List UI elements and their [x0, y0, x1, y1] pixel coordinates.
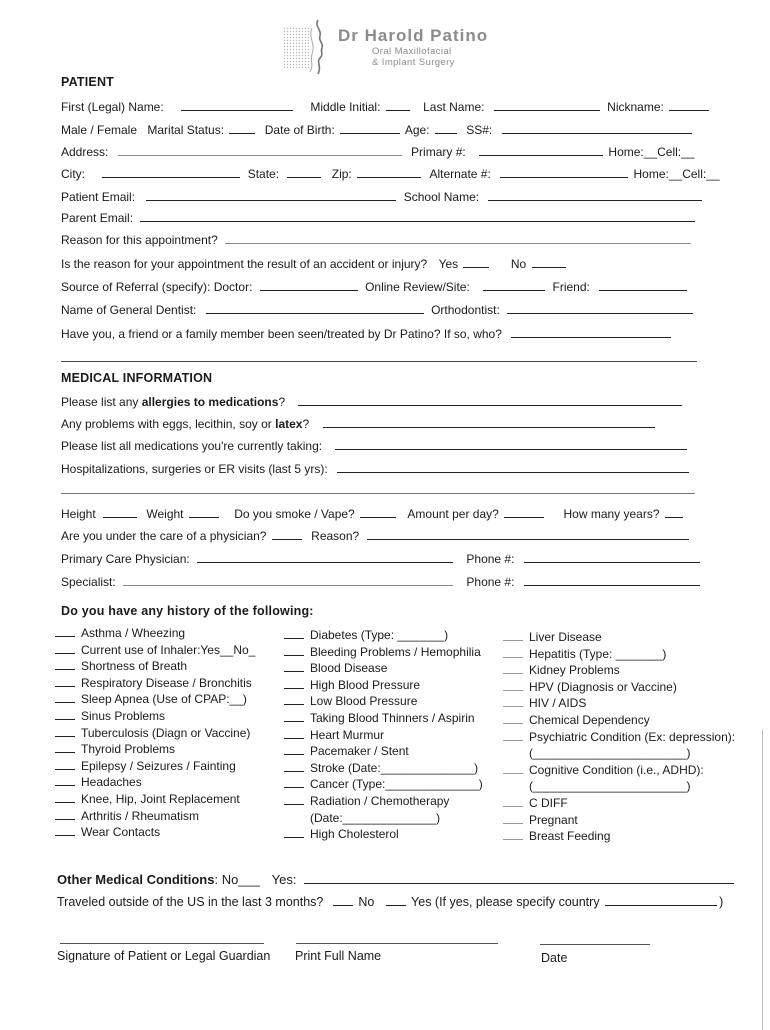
history-item [284, 627, 483, 644]
specialist-phone-field[interactable] [524, 574, 700, 586]
other-yes-label: Yes: [271, 872, 297, 887]
history-checkbox[interactable] [55, 824, 75, 836]
referral-row [61, 279, 689, 294]
travel-close-paren: ) [719, 895, 724, 909]
state-field[interactable] [287, 166, 321, 178]
history-item-label: Diabetes (Type: _______) [310, 628, 449, 642]
history-checkbox[interactable] [55, 774, 75, 786]
history-item-label: (_______________________) [529, 746, 691, 761]
nickname-label: Nickname: [607, 100, 664, 114]
travel-no-field[interactable] [333, 894, 353, 906]
history-item [284, 826, 483, 843]
history-checkbox[interactable] [284, 776, 304, 788]
height-label: Height [61, 507, 96, 521]
latex-row [61, 416, 657, 431]
history-item-label: Chemical Dependency [529, 712, 650, 727]
history-item [55, 675, 255, 692]
history-item-label: Radiation / Chemotherapy [310, 793, 450, 808]
travel-row [57, 894, 723, 909]
reason-row [61, 232, 693, 247]
primary-phone-label: Primary #: [411, 145, 466, 159]
history-checkbox[interactable] [55, 708, 75, 720]
medications-row [61, 438, 689, 453]
history-item [55, 625, 255, 642]
date-label: Date [541, 951, 568, 965]
history-item [55, 824, 255, 841]
history-checkbox[interactable] [55, 791, 75, 803]
address-row [61, 144, 694, 159]
seen-before-question: Have you, a friend or a family member been seen/treated by Dr Patino? If so, who? [61, 327, 502, 341]
marital-status-field[interactable] [229, 122, 255, 134]
history-checkbox[interactable] [55, 741, 75, 753]
history-item-label: Heart Murmur [310, 727, 385, 742]
history-checkbox[interactable] [55, 642, 75, 654]
city-field[interactable] [102, 166, 240, 178]
general-dentist-label: Name of General Dentist: [61, 303, 197, 317]
history-checkbox[interactable] [284, 760, 304, 772]
history-item [284, 660, 483, 677]
physician-row [61, 528, 691, 543]
history-checkbox[interactable] [284, 727, 304, 739]
online-review-field[interactable] [483, 279, 545, 291]
accident-row [61, 256, 568, 271]
history-item-label: Wear Contacts [81, 825, 161, 840]
ss-label: SS#: [466, 123, 493, 137]
history-checkbox[interactable] [503, 828, 523, 840]
zip-field[interactable] [357, 166, 421, 178]
height-field[interactable] [103, 506, 137, 518]
history-checkbox[interactable] [284, 710, 304, 722]
history-checkbox[interactable] [503, 712, 523, 724]
history-checkbox[interactable] [55, 625, 75, 637]
scan-edge [762, 730, 770, 1030]
allergies-prefix: Please list any [61, 395, 142, 409]
doctor-name: Dr Harold Patino [338, 26, 489, 45]
medications-label: Please list all medications you're currently taking: [61, 439, 323, 453]
history-item-label: Bleeding Problems / Hemophilia [310, 644, 481, 659]
history-item [55, 791, 255, 808]
seen-before-continuation-line[interactable] [61, 361, 697, 362]
history-item-label: HPV (Diagnosis or Vaccine) [529, 679, 677, 694]
referral-label: Source of Referral (specify): Doctor: [61, 280, 253, 294]
history-checkbox[interactable] [284, 660, 304, 672]
history-item-label: Taking Blood Thinners / Aspirin [310, 710, 475, 725]
orthodontist-field[interactable] [507, 302, 693, 314]
history-item-label: Low Blood Pressure [310, 694, 418, 709]
medications-field[interactable] [335, 438, 687, 450]
history-checkbox[interactable] [503, 646, 523, 658]
history-item [503, 662, 735, 679]
history-item [503, 729, 735, 746]
referral-doctor-field[interactable] [260, 279, 358, 291]
history-item-label: Pregnant [529, 812, 578, 827]
history-item [55, 741, 255, 758]
history-checkbox[interactable] [284, 826, 304, 838]
general-dentist-field[interactable] [206, 302, 424, 314]
history-checkbox[interactable] [503, 679, 523, 691]
history-checkbox[interactable] [284, 627, 304, 639]
history-checkbox[interactable] [503, 812, 523, 824]
other-conditions-field[interactable] [304, 872, 734, 884]
hospitalizations-field[interactable] [337, 461, 689, 473]
specialist-row [61, 574, 702, 589]
friend-field[interactable] [599, 279, 687, 291]
history-checkbox[interactable] [503, 695, 523, 707]
history-item-label: Breast Feeding [529, 829, 611, 844]
history-item [284, 776, 483, 793]
history-item-label: Knee, Hip, Joint Replacement [81, 791, 240, 806]
reason-label: Reason for this appointment? [61, 233, 218, 247]
history-column-2 [284, 627, 483, 843]
seen-before-row [61, 326, 673, 341]
weight-field[interactable] [189, 506, 219, 518]
specialist-field[interactable] [123, 574, 453, 586]
male-female-label[interactable]: Male / Female [61, 123, 138, 137]
history-checkbox[interactable] [55, 808, 75, 820]
history-item [503, 629, 735, 646]
history-item [503, 712, 735, 729]
history-item [503, 762, 735, 779]
history-item [503, 778, 735, 795]
signature-line[interactable] [60, 943, 264, 944]
history-item [503, 695, 735, 712]
history-item-label: (_______________________) [529, 779, 691, 794]
city-label: City: [61, 167, 85, 181]
friend-label: Friend: [552, 280, 590, 294]
history-checkbox[interactable] [284, 644, 304, 656]
history-item-label: Cancer (Type:______________) [310, 777, 483, 792]
history-checkbox[interactable] [284, 743, 304, 755]
history-item [55, 808, 255, 825]
address-label: Address: [61, 145, 109, 159]
history-item-label: Epilepsy / Seizures / Fainting [81, 758, 236, 773]
history-item-label: Asthma / Wheezing [81, 626, 186, 640]
physician-care-label: Are you under the care of a physician? [61, 529, 267, 543]
years-field[interactable] [665, 506, 683, 518]
last-name-field[interactable] [494, 99, 600, 111]
history-item-label: Sinus Problems [81, 708, 166, 723]
history-item [55, 758, 255, 775]
latex-field[interactable] [323, 416, 655, 428]
dob-label: Date of Birth: [264, 123, 335, 137]
history-checkbox[interactable] [55, 658, 75, 670]
medical-heading: MEDICAL INFORMATION [61, 371, 213, 385]
history-item [503, 795, 735, 812]
zip-label: Zip: [331, 167, 352, 181]
travel-no-label: No [358, 895, 375, 909]
history-item-label: Liver Disease [529, 630, 602, 644]
history-item-label: Thyroid Problems [81, 742, 176, 757]
hospitalizations-row [61, 461, 691, 476]
name-row [61, 99, 711, 114]
history-item [55, 658, 255, 675]
vitals-row [61, 506, 685, 521]
pcp-row [61, 551, 702, 566]
signature-label: Signature of Patient or Legal Guardian [57, 949, 271, 963]
parent-email-label: Parent Email: [61, 211, 134, 225]
middle-initial-field[interactable] [386, 99, 410, 111]
history-item-label: C DIFF [529, 795, 568, 810]
history-item [55, 708, 255, 725]
history-item-label: Stroke (Date:______________) [310, 760, 479, 775]
hospitalizations-continuation-line[interactable] [61, 493, 695, 494]
history-item-label: High Cholesterol [310, 827, 399, 842]
history-item-label: Headaches [81, 775, 142, 790]
city-row [61, 166, 720, 181]
date-line[interactable] [540, 944, 650, 945]
history-item [284, 810, 483, 827]
print-name-line[interactable] [296, 943, 498, 944]
history-item [503, 679, 735, 696]
history-item [284, 710, 483, 727]
nickname-field[interactable] [669, 99, 709, 111]
demographics-row [61, 122, 694, 137]
history-item [503, 828, 735, 845]
history-item [55, 642, 255, 659]
seen-before-field[interactable] [511, 326, 671, 338]
age-label: Age: [404, 123, 430, 137]
parent-email-row [61, 210, 697, 225]
history-item-label: Hepatitis (Type: _______) [529, 646, 667, 661]
history-item-label: Shortness of Breath [81, 659, 188, 674]
history-item-label: Tuberculosis (Diagn or Vaccine) [81, 725, 251, 740]
history-checkbox[interactable] [284, 693, 304, 705]
history-item-label: Kidney Problems [529, 663, 620, 678]
history-checkbox[interactable] [503, 762, 523, 774]
history-item [503, 646, 735, 663]
subtitle-line-1: Oral Maxillofacial [372, 46, 452, 57]
state-label: State: [247, 167, 280, 181]
history-checkbox[interactable] [503, 662, 523, 674]
history-item [284, 760, 483, 777]
history-item [55, 691, 255, 708]
pcp-phone-label: Phone #: [466, 552, 515, 566]
history-item [503, 745, 735, 762]
other-conditions-row [57, 872, 736, 887]
latex-prefix: Any problems with eggs, lecithin, soy or [61, 417, 276, 431]
history-item [284, 743, 483, 760]
pcp-label: Primary Care Physician: [61, 552, 190, 566]
email-row [61, 189, 704, 204]
patient-heading: PATIENT [61, 75, 115, 89]
accident-question: Is the reason for your appointment the result of an accident or injury? [61, 257, 428, 271]
history-item-label: Arthritis / Rheumatism [81, 808, 200, 823]
smoke-label: Do you smoke / Vape? [234, 507, 355, 521]
other-no-label[interactable]: : No___ [214, 872, 261, 887]
history-checkbox[interactable] [503, 629, 523, 641]
physician-reason-field[interactable] [367, 528, 689, 540]
patient-email-label: Patient Email: [61, 190, 136, 204]
allergies-suffix: ? [278, 395, 286, 409]
history-checkbox[interactable] [55, 758, 75, 770]
years-label: How many years? [563, 507, 660, 521]
history-checkbox[interactable] [55, 675, 75, 687]
specialist-label: Specialist: [61, 575, 116, 589]
history-column-3 [503, 629, 735, 845]
amount-field[interactable] [504, 506, 544, 518]
pcp-field[interactable] [197, 551, 453, 563]
online-review-label: Online Review/Site: [365, 280, 470, 294]
allergies-bold: allergies to medications [141, 395, 279, 409]
primary-home-cell: Home:__Cell:__ [608, 145, 695, 159]
age-field[interactable] [435, 122, 457, 134]
last-name-label: Last Name: [423, 100, 485, 114]
history-item [284, 677, 483, 694]
pcp-phone-field[interactable] [524, 551, 700, 563]
history-checkbox[interactable] [284, 677, 304, 689]
physician-care-field[interactable] [272, 528, 302, 540]
physician-reason-label: Reason? [311, 529, 360, 543]
alternate-phone-field[interactable] [500, 166, 628, 178]
travel-yes-label: Yes (If yes, please specify country [411, 895, 600, 909]
history-item-label: Respiratory Disease / Bronchitis [81, 675, 252, 690]
other-conditions-label: Other Medical Conditions [57, 872, 215, 887]
history-item-label: High Blood Pressure [310, 677, 421, 692]
history-item-label: (Date:______________) [310, 810, 441, 825]
history-checkbox[interactable] [55, 725, 75, 737]
accident-no-field[interactable] [532, 256, 566, 268]
address-field[interactable] [118, 144, 402, 156]
marital-status-label: Marital Status: [147, 123, 225, 137]
history-checkbox[interactable] [503, 795, 523, 807]
latex-bold: latex [275, 417, 303, 431]
reason-field[interactable] [225, 232, 691, 244]
first-name-label: First (Legal) Name: [61, 100, 164, 114]
alternate-phone-label: Alternate #: [429, 167, 491, 181]
history-checkbox[interactable] [503, 729, 523, 741]
allergies-field[interactable] [298, 394, 682, 406]
orthodontist-label: Orthodontist: [431, 303, 500, 317]
allergies-row [61, 394, 684, 409]
profile-logo-icon [280, 18, 332, 76]
first-name-field[interactable] [181, 99, 293, 111]
patient-email-field[interactable] [146, 189, 396, 201]
amount-label: Amount per day? [407, 507, 499, 521]
history-checkbox[interactable] [284, 793, 304, 805]
travel-yes-field[interactable] [386, 894, 406, 906]
print-name-label: Print Full Name [295, 949, 382, 963]
history-item [503, 812, 735, 829]
ss-field[interactable] [502, 122, 692, 134]
history-item [284, 693, 483, 710]
subtitle-line-2: & Implant Surgery [372, 57, 455, 68]
history-item-label: Blood Disease [310, 661, 388, 676]
weight-label: Weight [146, 507, 184, 521]
practice-subtitle [372, 46, 455, 68]
specialist-phone-label: Phone #: [466, 575, 515, 589]
accident-yes-label: Yes [438, 257, 459, 271]
primary-phone-field[interactable] [479, 144, 603, 156]
history-item-label: HIV / AIDS [529, 696, 587, 711]
latex-suffix: ? [302, 417, 310, 431]
dentist-row [61, 302, 695, 317]
history-item-label: Cognitive Condition (i.e., ADHD): [529, 762, 704, 777]
school-name-field[interactable] [488, 189, 702, 201]
accident-yes-field[interactable] [463, 256, 489, 268]
smoke-field[interactable] [360, 506, 396, 518]
history-heading: Do you have any history of the following: [61, 604, 314, 618]
dob-field[interactable] [340, 122, 400, 134]
history-item [55, 774, 255, 791]
history-item-label: Current use of Inhaler:Yes__No_ [81, 642, 256, 657]
accident-no-label: No [510, 257, 527, 271]
history-item [284, 644, 483, 661]
travel-question: Traveled outside of the US in the last 3 months? [57, 895, 324, 909]
history-item-label: Sleep Apnea (Use of CPAP:__) [81, 692, 247, 707]
travel-country-field[interactable] [605, 894, 717, 906]
history-item-label: Psychiatric Condition (Ex: depression): [529, 729, 736, 744]
parent-email-field[interactable] [140, 210, 695, 222]
history-item [284, 727, 483, 744]
history-item [55, 725, 255, 742]
history-item [284, 793, 483, 810]
hospitalizations-label: Hospitalizations, surgeries or ER visits (last 5 yrs): [61, 462, 328, 476]
middle-initial-label: Middle Initial: [310, 100, 381, 114]
history-checkbox[interactable] [55, 691, 75, 703]
alternate-home-cell: Home:__Cell:__ [633, 167, 720, 181]
history-item-label: Pacemaker / Stent [310, 744, 409, 759]
school-name-label: School Name: [403, 190, 480, 204]
history-column-1 [55, 625, 255, 841]
